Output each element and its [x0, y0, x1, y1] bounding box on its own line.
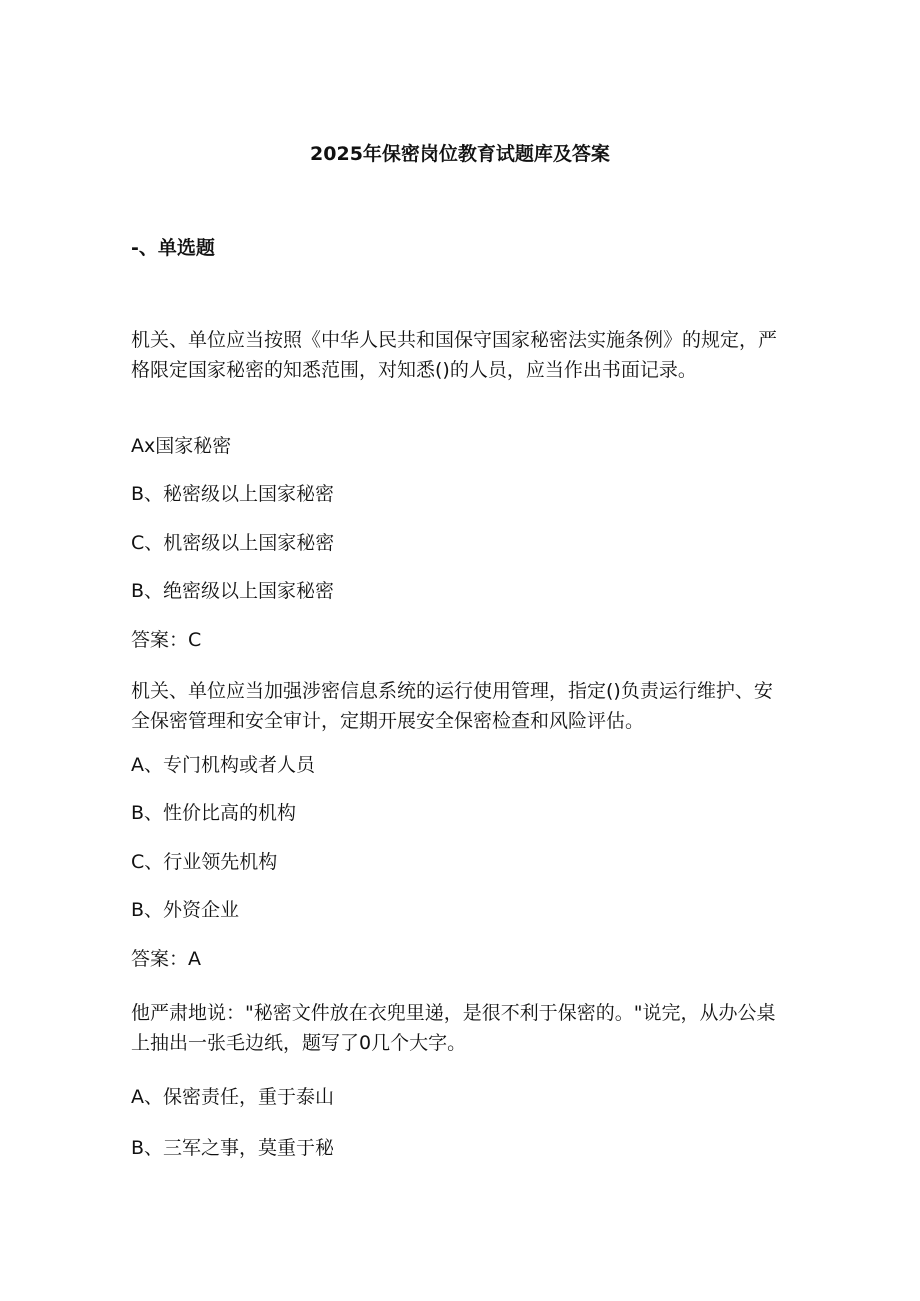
question-3-stem: 他严肃地说："秘密文件放在衣兜里递，是很不利于保密的。"说完，从办公桌上抽出一张毛边纸，题写了0几个大字。	[131, 1002, 776, 1054]
question-2-answer: 答案：A	[131, 948, 201, 970]
question-3-option-a: A、保密责任，重于泰山	[131, 1086, 334, 1108]
question-2-option-c: C、行业领先机构	[131, 851, 278, 873]
question-1-stem: 机关、单位应当按照《中华人民共和国保守国家秘密法实施条例》的规定，严格限定国家秘密的知悉范围，对知悉()的人员，应当作出书面记录。	[131, 329, 778, 381]
question-2-option-b: B、性价比高的机构	[131, 802, 297, 824]
question-2-option-d: B、外资企业	[131, 899, 240, 921]
question-1-answer: 答案：C	[131, 629, 202, 651]
question-1-option-a: Ax国家秘密	[131, 435, 232, 457]
question-1-option-b: B、秘密级以上国家秘密	[131, 483, 335, 505]
section-heading: -、单选题	[131, 237, 215, 259]
question-1-option-c: C、机密级以上国家秘密	[131, 532, 335, 554]
document-title: 2025年保密岗位教育试题库及答案	[310, 143, 610, 165]
question-3-option-b: B、三军之事，莫重于秘	[131, 1137, 335, 1159]
question-2-stem: 机关、单位应当加强涉密信息系统的运行使用管理，指定()负责运行维护、安全保密管理和安全审计，定期开展安全保密检查和风险评估。	[131, 680, 773, 732]
question-1-option-d: B、绝密级以上国家秘密	[131, 580, 335, 602]
question-2-option-a: A、专门机构或者人员	[131, 754, 315, 776]
